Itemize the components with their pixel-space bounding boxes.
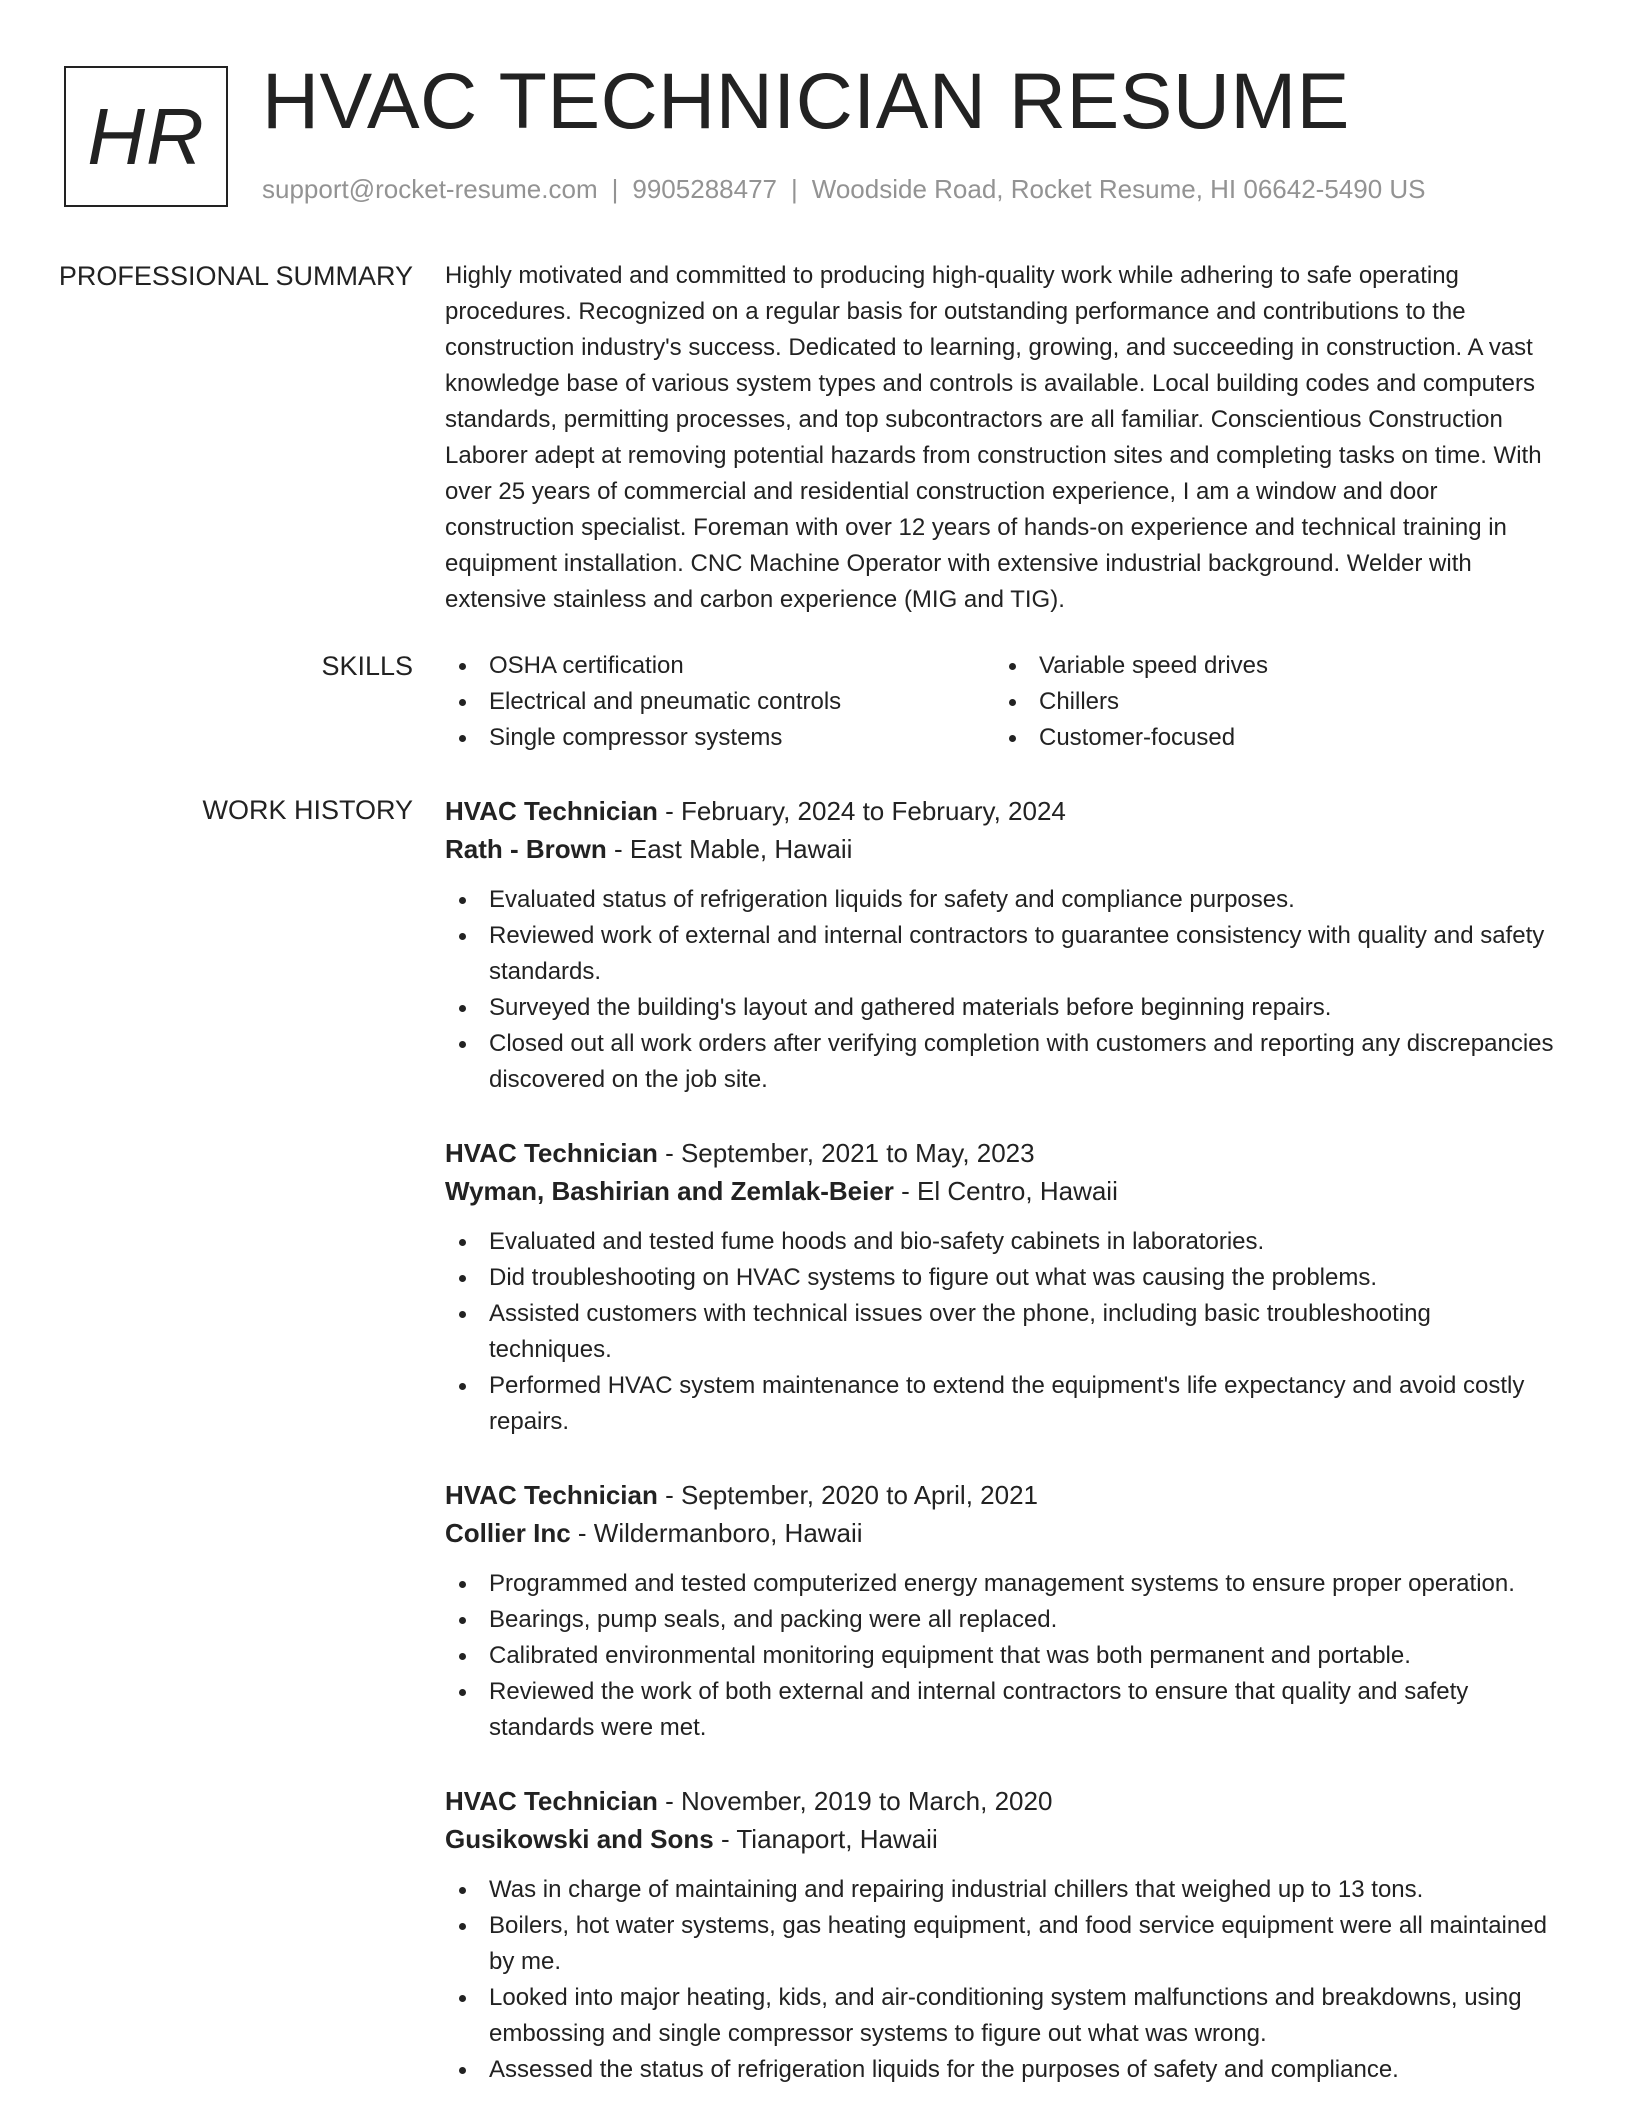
- skills-heading: SKILLS: [321, 651, 413, 681]
- job-company: Gusikowski and Sons: [445, 1824, 714, 1854]
- job-title: HVAC Technician: [445, 796, 658, 826]
- job-entry: [445, 1134, 1560, 1440]
- job-bullet: Performed HVAC system maintenance to extend the equipment's life expectancy and avoid costly repairs.: [445, 1368, 1560, 1440]
- summary-text: Highly motivated and committed to producing high-quality work while adhering to safe operating procedures. Recognized on a regular basis for outstanding performance and contributions to the construction industry's success. Dedicated to learning, growing, and succeeding in construction. A vast knowledge base of various system types and controls is available. Local building codes and computers standards, permitting processes, and top subcontractors are all familiar. Conscientious Construction Laborer adept at removing potential hazards from construction sites and completing tasks on time. With over 25 years of commercial and residential construction experience, I am a window and door construction specialist. Foreman with over 12 years of hands-on experience and technical training in equipment installation. CNC Machine Operator with extensive industrial background. Welder with extensive stainless and carbon experience (MIG and TIG).: [445, 262, 1542, 613]
- job-dates: - September, 2020 to April, 2021: [657, 1480, 1038, 1510]
- job-bullet: Reviewed the work of both external and internal contractors to ensure that quality and safety standards were met.: [445, 1674, 1560, 1746]
- job-entry: [445, 1476, 1560, 1746]
- skill-item: Single compressor systems: [445, 720, 995, 756]
- job-bullet: Assisted customers with technical issues over the phone, including basic troubleshooting techniques.: [445, 1296, 1560, 1368]
- job-dates: - September, 2021 to May, 2023: [657, 1138, 1035, 1168]
- job-entry: [445, 792, 1560, 1098]
- job-bullet: Boilers, hot water systems, gas heating equipment, and food service equipment were all maintained by me.: [445, 1908, 1560, 1980]
- skill-item: Electrical and pneumatic controls: [445, 684, 995, 720]
- contact-email[interactable]: support@rocket-resume.com: [262, 174, 598, 204]
- job-bullet: Evaluated and tested fume hoods and bio-safety cabinets in laboratories.: [445, 1224, 1560, 1260]
- job-bullet: Assessed the status of refrigeration liquids for the purposes of safety and compliance.: [445, 2052, 1560, 2088]
- contact-separator: |: [791, 174, 798, 204]
- job-entry: [445, 1782, 1560, 2088]
- job-company: Rath - Brown: [445, 834, 607, 864]
- job-bullets: [445, 1872, 1560, 2088]
- job-location: - El Centro, Hawaii: [893, 1176, 1118, 1206]
- job-company: Collier Inc: [445, 1518, 571, 1548]
- contact-line: [262, 174, 1426, 205]
- job-location: - East Mable, Hawaii: [606, 834, 853, 864]
- job-bullet: Looked into major heating, kids, and air-conditioning system malfunctions and breakdowns, using embossing and single compressor systems to figure out what was wrong.: [445, 1980, 1560, 2052]
- monogram-logo: HR: [64, 66, 228, 207]
- contact-separator: |: [611, 174, 619, 204]
- job-title: HVAC Technician: [445, 1786, 658, 1816]
- job-bullet: Was in charge of maintaining and repairing industrial chillers that weighed up to 13 tons.: [445, 1872, 1560, 1908]
- skill-item: OSHA certification: [445, 648, 995, 684]
- skill-item: Customer-focused: [995, 720, 1545, 756]
- job-bullets: [445, 882, 1560, 1098]
- job-bullet: Closed out all work orders after verifying completion with customers and reporting any discrepancies discovered on the job site.: [445, 1026, 1560, 1098]
- skills-list-right: [995, 648, 1545, 756]
- summary-heading: PROFESSIONAL SUMMARY: [58, 261, 413, 291]
- work-history-heading: WORK HISTORY: [202, 795, 413, 825]
- contact-phone: 9905288477: [632, 174, 777, 204]
- job-bullets: [445, 1224, 1560, 1440]
- job-bullet: Calibrated environmental monitoring equipment that was both permanent and portable.: [445, 1638, 1560, 1674]
- job-location: - Tianaport, Hawaii: [713, 1824, 938, 1854]
- contact-address: Woodside Road, Rocket Resume, HI 06642-5490 US: [811, 174, 1426, 204]
- job-title: HVAC Technician: [445, 1480, 658, 1510]
- job-bullets: [445, 1566, 1560, 1746]
- job-dates: - February, 2024 to February, 2024: [657, 796, 1066, 826]
- job-title: HVAC Technician: [445, 1138, 658, 1168]
- job-bullet: Reviewed work of external and internal contractors to guarantee consistency with quality and safety standards.: [445, 918, 1560, 990]
- job-bullet: Programmed and tested computerized energy management systems to ensure proper operation.: [445, 1566, 1560, 1602]
- job-dates: - November, 2019 to March, 2020: [657, 1786, 1053, 1816]
- skills-list-left: [445, 648, 995, 756]
- job-company: Wyman, Bashirian and Zemlak-Beier: [445, 1176, 894, 1206]
- job-bullet: Surveyed the building's layout and gathered materials before beginning repairs.: [445, 990, 1560, 1026]
- resume-title: HVAC TECHNICIAN RESUME: [262, 56, 1350, 145]
- job-location: - Wildermanboro, Hawaii: [570, 1518, 863, 1548]
- job-bullet: Evaluated status of refrigeration liquids for safety and compliance purposes.: [445, 882, 1560, 918]
- job-bullet: Did troubleshooting on HVAC systems to figure out what was causing the problems.: [445, 1260, 1560, 1296]
- skill-item: Variable speed drives: [995, 648, 1545, 684]
- skills-columns: [445, 648, 1560, 756]
- job-bullet: Bearings, pump seals, and packing were all replaced.: [445, 1602, 1560, 1638]
- skill-item: Chillers: [995, 684, 1545, 720]
